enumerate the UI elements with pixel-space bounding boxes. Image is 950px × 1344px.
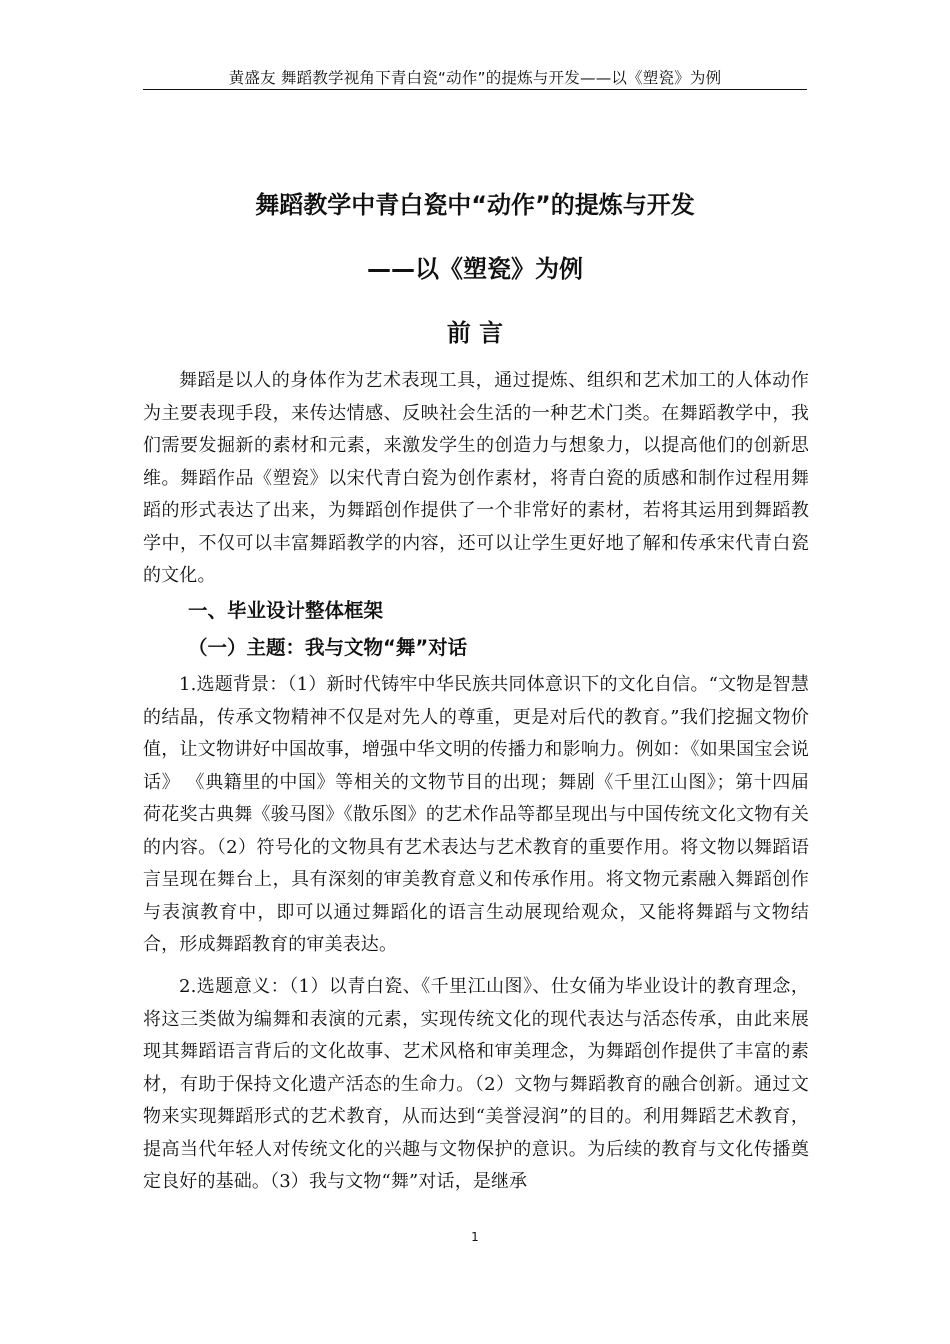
page-number: 1 [471,1230,479,1244]
document-title: 舞蹈教学中青白瓷中“动作”的提炼与开发 [255,191,695,219]
background-paragraph: 1.选题背景：（1）新时代铸牢中华民族共同体意识下的文化自信。“文物是智慧的结晶，传承文物精神不仅是对先人的尊重，更是对后代的教育。”我们挖掘文物价值，让文物讲好中国故事，增强中华文明的传播力和影响力。例如：《如果国宝会说话》 《典籍里的中国》等相关的文物节目的出现；舞剧《千里江山图》；第十四届荷花奖古典舞《骏马图》《散乐图》的艺术作品等都呈现出与中国传统文化文物有关的内容。（2）符号化的文物具有艺术表达与艺术教育的重要作用。将文物以舞蹈语言呈现在舞台上，具有深刻的审美教育意义和传承作用。将文物元素融入舞蹈创作与表演教育中，即可以通过舞蹈化的语言生动展现给观众，又能将舞蹈与文物结合，形成舞蹈教育的审美表达。 [143,674,809,955]
preface-paragraph: 舞蹈是以人的身体作为艺术表现工具，通过提炼、组织和艺术加工的人体动作为主要表现手段，来传达情感、反映社会生活的一种艺术门类。在舞蹈教学中，我们需要发掘新的素材和元素，来激发学生的创造力与想象力，以提高他们的创新思维。舞蹈作品《塑瓷》以宋代青白瓷为创作素材，将青白瓷的质感和制作过程用舞蹈的形式表达了出来，为舞蹈创作提供了一个非常好的素材，若将其运用到舞蹈教学中，不仅可以丰富舞蹈教学的内容，还可以让学生更好地了解和传承宋代青白瓷的文化。 [143,370,809,586]
document-subtitle: ——以《塑瓷》为例 [367,255,583,283]
running-header: 黄盛友 舞蹈教学视角下青白瓷“动作”的提炼与开发——以《塑瓷》为例 [228,69,722,87]
subsection-heading: （一）主题：我与文物“舞”对话 [188,636,468,659]
significance-paragraph: 2.选题意义：（1）以青白瓷、《千里江山图》、仕女俑为毕业设计的教育理念，将这三类做为编舞和表演的元素，实现传统文化的现代表达与活态传承，由此来展现其舞蹈语言背后的文化故事、艺术风格和审美理念，为舞蹈创作提供了丰富的素材，有助于保持文化遗产活态的生命力。（2）文物与舞蹈教育的融合创新。通过文物来实现舞蹈形式的艺术教育，从而达到“美誉浸润”的目的。利用舞蹈艺术教育，提高当代年轻人对传统文化的兴趣与文物保护的意识。为后续的教育与文化传播奠定良好的基础。（3）我与文物“舞”对话，是继承 [143,976,809,1192]
section-heading: 一、毕业设计整体框架 [188,599,384,622]
preface-heading: 前 言 [446,319,504,347]
header-rule [143,89,807,90]
